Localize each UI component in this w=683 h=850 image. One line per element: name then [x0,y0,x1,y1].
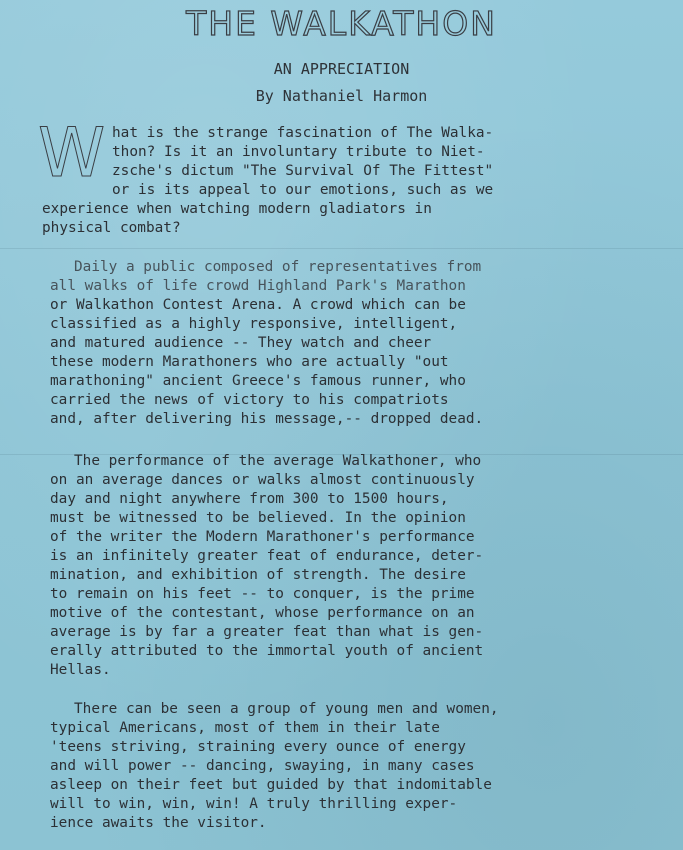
paragraph-4-line: will to win, win, win! A truly thrilling exper- [50,796,458,812]
paragraph-2-line: Daily a public composed of representatives from [74,259,482,275]
paragraph-2-line: marathoning" ancient Greece's famous runner, who [50,373,466,389]
paragraph-3-line: motive of the contestant, whose performance on an [50,605,475,621]
paragraph-2-line: classified as a highly responsive, intelligent, [50,316,458,332]
paragraph-1-line: or is its appeal to our emotions, such as we [112,182,494,198]
paragraph-4-line: asleep on their feet but guided by that indomitable [50,777,492,793]
paragraph-3-line: day and night anywhere from 300 to 1500 hours, [50,491,449,507]
paragraph-1-line: hat is the strange fascination of The Walka- [112,125,494,141]
paragraph-4-line: typical Americans, most of them in their late [50,720,440,736]
paragraph-2-line: these modern Marathoners who are actually "out [50,354,449,370]
paragraph-1-line: physical combat? [42,220,181,236]
paragraph-3-line: erally attributed to the immortal youth of ancient [50,643,484,659]
paragraph-3-line: average is by far a greater feat than what is gen- [50,624,484,640]
paragraph-1-line: zsche's dictum "The Survival Of The Fittest" [112,163,494,179]
paragraph-3-line: must be witnessed to be believed. In the opinion [50,510,466,526]
paragraph-3-line: Hellas. [50,662,111,678]
paragraph-2-line: carried the news of victory to his compatriots [50,392,449,408]
paragraph-4-line: ience awaits the visitor. [50,815,267,831]
paragraph-2-line: or Walkathon Contest Arena. A crowd which can be [50,297,466,313]
paragraph-4-line: and will power -- dancing, swaying, in many cases [50,758,475,774]
document-title: THE WALKATHON [186,4,497,43]
paragraph-4-line: There can be seen a group of young men and women, [74,701,499,717]
drop-cap: W [38,114,106,193]
paragraph-3-line: mination, and exhibition of strength. The desire [50,567,466,583]
paragraph-3-line: is an infinitely greater feat of endurance, deter- [50,548,484,564]
paragraph-2-line: all walks of life crowd Highland Park's Marathon [50,278,466,294]
document-subtitle: AN APPRECIATION [273,60,410,78]
paragraph-3-line: to remain on his feet -- to conquer, is the prime [50,586,475,602]
paper-fold-line [0,248,683,249]
paragraph-1-line: thon? Is it an involuntary tribute to Niet- [112,144,485,160]
paragraph-3-line: on an average dances or walks almost continuously [50,472,475,488]
paragraph-3-line: The performance of the average Walkathoner, who [74,453,482,469]
paragraph-1-line: experience when watching modern gladiators in [42,201,432,217]
paragraph-3-line: of the writer the Modern Marathoner's performance [50,529,475,545]
paragraph-4-line: 'teens striving, straining every ounce of energy [50,739,466,755]
author-byline: By Nathaniel Harmon [255,87,428,105]
paragraph-2-line: and matured audience -- They watch and cheer [50,335,432,351]
paragraph-2-line: and, after delivering his message,-- dropped dead. [50,411,484,427]
